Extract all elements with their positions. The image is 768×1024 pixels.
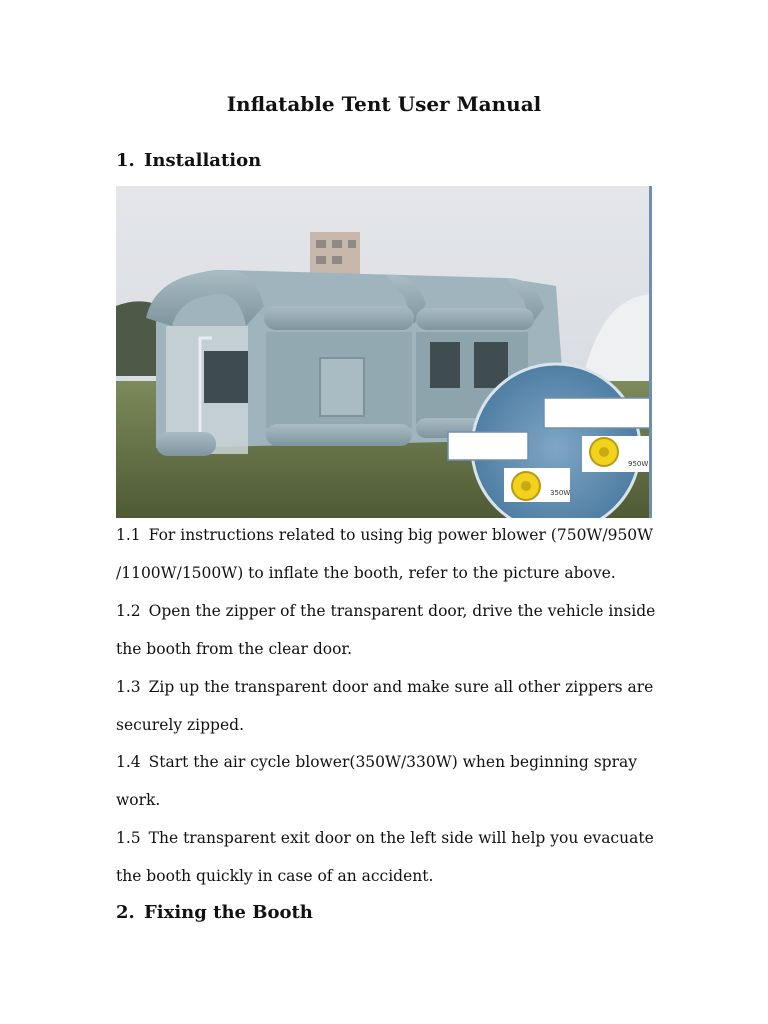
section-number: 2. <box>116 902 135 923</box>
page-title: Inflatable Tent User Manual <box>226 92 542 116</box>
paragraph-1-2 <box>116 592 656 668</box>
paragraph-number: 1.2 <box>116 602 141 620</box>
paragraph-text: For instructions related to using big power blower (750W/950W /1100W/1500W) to inflate the booth, refer to the picture above. <box>116 526 654 582</box>
section-title: Fixing the Booth <box>144 902 313 923</box>
paragraph-text: Zip up the transparent door and make sure all other zippers are securely zipped. <box>116 678 654 734</box>
paragraph-text: Open the zipper of the transparent door, drive the vehicle inside the booth from the clear door. <box>116 602 656 658</box>
background-building <box>310 232 360 278</box>
paragraph-1-3 <box>116 668 656 744</box>
label-box <box>544 398 652 428</box>
section-title: Installation <box>144 150 262 171</box>
paragraph-number: 1.4 <box>116 753 141 771</box>
section-heading-installation <box>116 150 261 171</box>
paragraph-number: 1.5 <box>116 829 141 847</box>
blower-label: 350W <box>550 489 571 497</box>
tent-photo <box>116 186 652 518</box>
section-heading-fixing-the-booth <box>116 902 313 923</box>
paragraph-number: 1.1 <box>116 526 141 544</box>
paragraph-1-5 <box>116 819 656 895</box>
section-number: 1. <box>116 150 135 171</box>
blower-label: 950W <box>628 460 649 468</box>
paragraph-text: The transparent exit door on the left side will help you evacuate the booth quickly in case of an accident. <box>116 829 654 885</box>
paragraph-text: Start the air cycle blower(350W/330W) when beginning spray work. <box>116 753 638 809</box>
paragraph-number: 1.3 <box>116 678 141 696</box>
label-box <box>448 432 528 460</box>
paragraph-1-4 <box>116 743 656 819</box>
paragraph-1-1 <box>116 516 656 592</box>
